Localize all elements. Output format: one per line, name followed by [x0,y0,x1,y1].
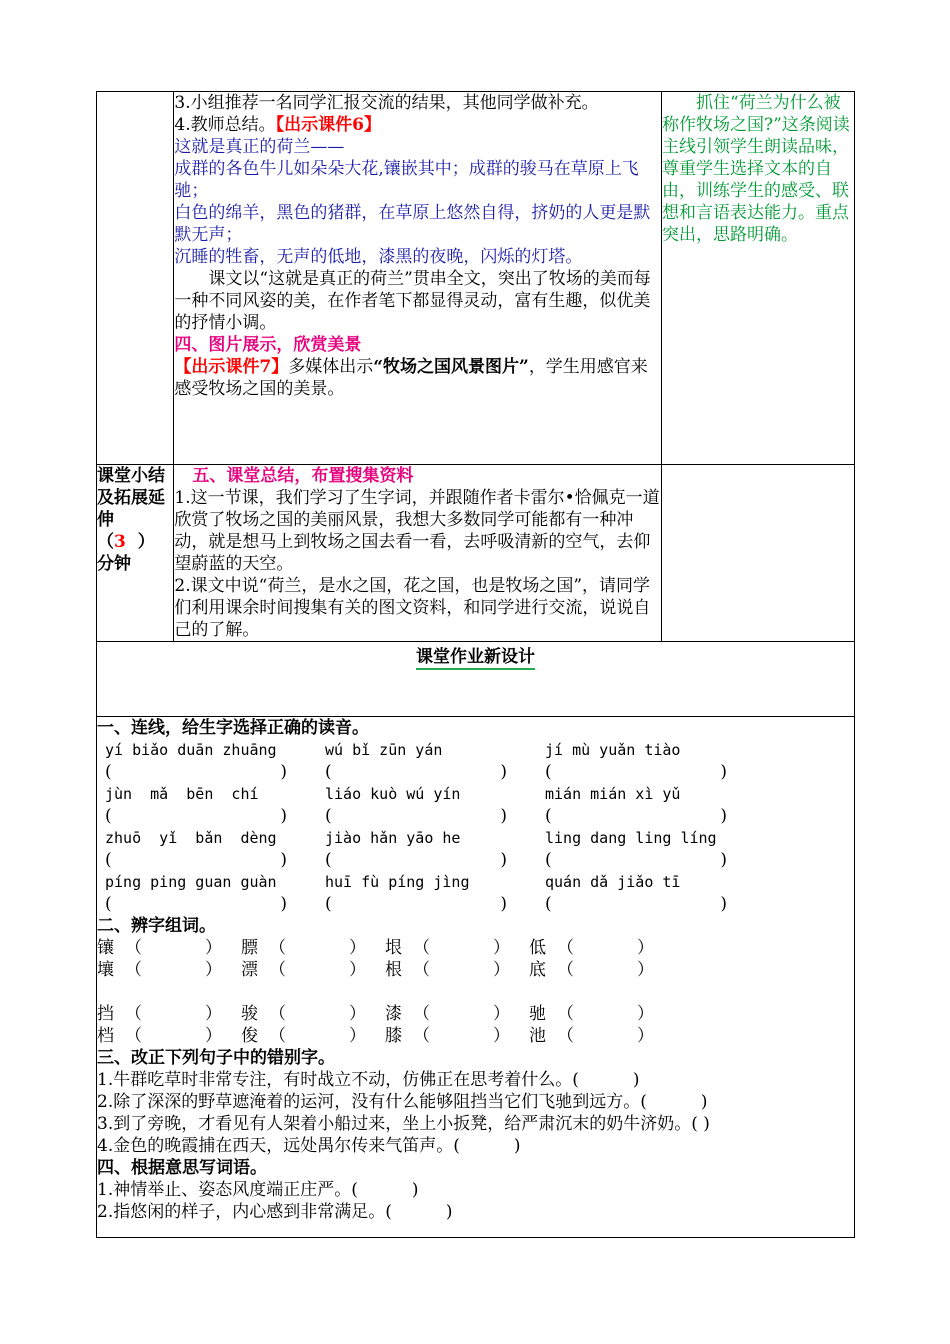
pinyin-item: jùn mǎ bēn chí [105,785,259,803]
answer-blank: ( ) [105,850,287,870]
pinyin-item: wú bǐ zūn yán [325,741,443,759]
summary-row [97,465,855,642]
lesson-table [96,91,855,1238]
section-4-title: 四、图片展示，欣赏美景 [174,335,362,355]
q3-item: 3.到了旁晚，才看见有人架着小船过来，坐上小扳凳，给严肃沉末的奶牛济奶。( ) [97,1114,710,1134]
pinyin-item: liáo kuò wú yín [325,785,461,803]
pinyin-item: quán dǎ jiǎo tī [545,873,681,891]
lesson-plan-page [96,91,855,1238]
char-blank: 挡 （ ） [97,1004,222,1024]
char-blank: 膝 （ ） [385,1026,510,1046]
char-blank: 漂 （ ） [241,960,366,980]
step-3: 3.小组推荐一名同学汇报交流的结果，其他同学做补充。 [174,93,599,113]
answer-blank: ( ) [325,850,507,870]
pinyin-item: jí mù yuǎn tiào [545,741,681,759]
question-1-title: 一、连线，给生字选择正确的读音。 [97,718,369,738]
pinyin-item: zhuō yǐ bǎn dèng [105,829,277,847]
answer-blank: ( ) [105,806,287,826]
row-label-empty [97,92,174,465]
pinyin-grid [97,739,854,915]
homework-content [97,717,855,1238]
char-blank: 垠 （ ） [385,938,510,958]
char-blank: 池 （ ） [529,1026,654,1046]
question-2-title: 二、辨字组词。 [97,916,216,936]
pinyin-item: mián mián xì yǔ [545,785,681,803]
char-blank: 俊 （ ） [241,1026,366,1046]
pinyin-item: huī fù píng jìng [325,873,470,891]
summary-item-1: 1.这一节课，我们学习了生字词，并跟随作者卡雷尔•恰佩克一道欣赏了牧场之国的美丽风景，我想大多数同学可能都有一种冲动，就是想马上到牧场之国去看一看，去呼吸清新的空气，去仰望蔚蓝的天空。 [174,488,660,574]
summary-row-label: 课堂小结及拓展延伸 （3 ） 分钟 [97,465,174,642]
homework-title-cell [97,642,855,717]
char-blank: 镶 （ ） [97,938,222,958]
answer-blank: ( ) [105,762,287,782]
q4-item: 1.神情举止、姿态风度端正庄严。( ) [97,1180,419,1200]
q3-item: 4.金色的晚霞捕在西天，远处禺尔传来气笛声。( ) [97,1136,521,1156]
lesson-paragraph: 课文以“这就是真正的荷兰”贯串全文，突出了牧场的美而每一种不同风姿的美，在作者笔下都显得灵动，富有生趣，似优美的抒情小调。 [174,269,651,333]
question-3-title: 三、改正下列句子中的错别字。 [97,1048,335,1068]
pinyin-item: yí biǎo duān zhuāng [105,741,277,759]
q4-item: 2.指悠闲的样子，内心感到非常满足。( ) [97,1202,453,1222]
char-blank: 根 （ ） [385,960,510,980]
summary-line: 这就是真正的荷兰—— [174,137,345,157]
section-5-title: 五、课堂总结，布置搜集资料 [192,466,414,486]
char-blank: 底 （ ） [529,960,654,980]
answer-blank: ( ) [545,762,727,782]
homework-title: 课堂作业新设计 [416,642,535,670]
teaching-process-row [97,92,855,465]
char-blank: 漆 （ ） [385,1004,510,1024]
step-4: 4.教师总结。【出示课件6】 [174,115,381,135]
answer-blank: ( ) [105,894,287,914]
pinyin-item: jiào hǎn yāo he [325,829,461,847]
answer-blank: ( ) [545,806,727,826]
char-blank: 壤 （ ） [97,960,222,980]
homework-row [97,717,855,1238]
homework-title-row [97,642,855,717]
answer-blank: ( ) [325,894,507,914]
pinyin-item: ling dang ling líng [545,829,717,847]
char-blank: 档 （ ） [97,1026,222,1046]
char-blank: 低 （ ） [529,938,654,958]
summary-line: 成群的各色牛儿如朵朵大花,镶嵌其中；成群的骏马在草原上飞驰； [174,159,639,201]
char-group-a [97,937,854,981]
process-content [174,92,662,465]
summary-line: 沉睡的牲畜，无声的低地，漆黑的夜晚，闪烁的灯塔。 [174,247,583,267]
design-note: 抓住“荷兰为什么被称作牧场之国?”这条阅读主线引领学生朗读品味，尊重学生选择文本的自由，训练学生的感受、联想和言语表达能力。重点突出，思路明确。 [661,92,854,465]
answer-blank: ( ) [545,894,727,914]
summary-item-2: 2.课文中说“荷兰，是水之国，花之国，也是牧场之国”，请同学们利用课余时间搜集有关的图文资料，和同学进行交流，说说自己的了解。 [174,576,651,640]
courseware-7: 【出示课件7】 [174,357,289,377]
answer-blank: ( ) [325,806,507,826]
q3-item: 2.除了深深的野草遮淹着的运河，没有什么能够阻挡当它们飞驰到远方。( ) [97,1092,708,1112]
char-blank: 驰 （ ） [529,1004,654,1024]
answer-blank: ( ) [545,850,727,870]
char-blank: 膘 （ ） [241,938,366,958]
char-blank: 骏 （ ） [241,1004,366,1024]
courseware-7-line: 【出示课件7】多媒体出示“牧场之国风景图片”，学生用感官来感受牧场之国的美景。 [174,357,648,399]
minutes-value: 3 [114,532,126,552]
summary-note-empty [661,465,854,642]
pinyin-item: píng ping guan guàn [105,873,277,891]
q3-item: 1.牛群吃草时非常专注，有时战立不动，仿佛正在思考着什么。( ) [97,1070,640,1090]
courseware-6: 【出示课件6】 [275,115,381,135]
summary-line: 白色的绵羊，黑色的猪群，在草原上悠然自得，挤奶的人更是默默无声； [174,203,651,245]
question-4-title: 四、根据意思写词语。 [97,1158,267,1178]
summary-content [174,465,662,642]
char-group-b [97,1003,854,1047]
answer-blank: ( ) [325,762,507,782]
